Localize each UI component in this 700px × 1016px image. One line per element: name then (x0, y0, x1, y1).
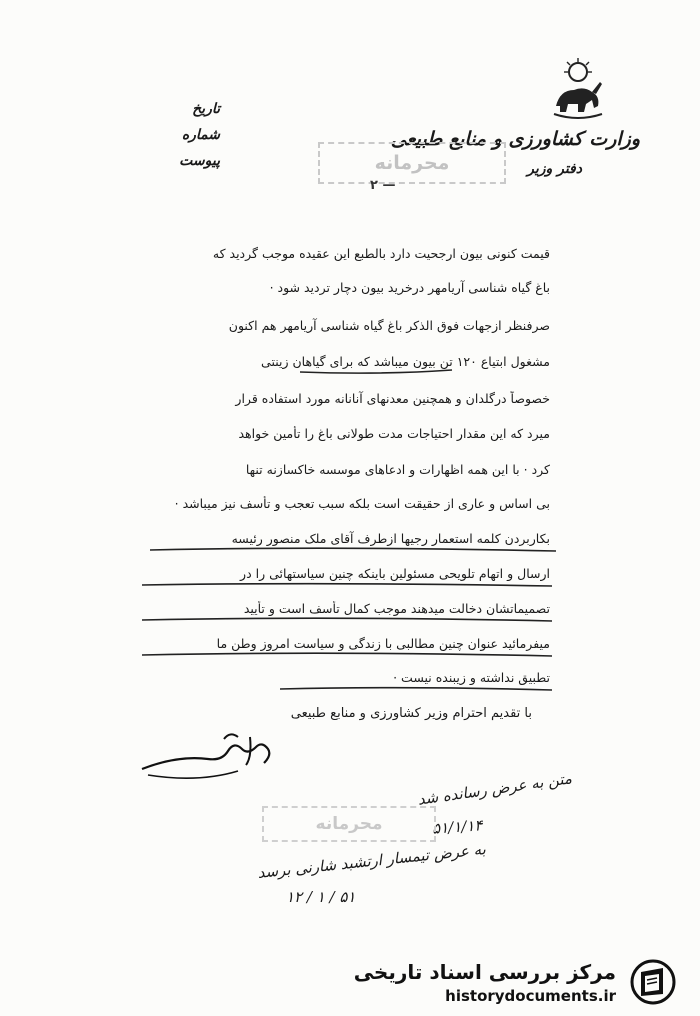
body-line: باغ گیاه شناسی آریامهر درخرید بیون دچار تردید شود · (269, 280, 550, 295)
body-line: خصوصاً درگلدان و همچنین معدنهای آنانانه مورد استفاده قرار (235, 391, 550, 406)
body-line: صرفنظر ازجهات فوق الذکر باغ گیاه شناسی آریامهر هم اکنون (228, 318, 550, 333)
body-line: کرد · با این همه اظهارات و ادعاهای موسسه خاکسازنه تنها (245, 462, 550, 477)
body-line: میفرمائید عنوان چنین مطالبی با زندگی و سیاست امروز وطن ما (216, 636, 550, 651)
body-line: تطبیق نداشته و زیبنده نیست · (393, 670, 550, 685)
handwritten-date: ۱۲ / ۱ / ۵۱ (286, 888, 356, 906)
body-line: بکاربردن کلمه استعمار رجیها ازطرف آقای ملک منصور رئیسه (231, 531, 550, 546)
body-line: ارسال و اتهام تلویحی مسئولین باینکه چنین سیاستهائی را در (240, 566, 550, 581)
confidential-stamp: محرمانه (262, 806, 436, 842)
signature-icon (138, 725, 288, 785)
body-line: تصمیماتشان دخالت میدهند موجب کمال تأسف است و تأیید (243, 601, 550, 616)
ministry-name: وزارت کشاورزی و منابع طبیعی (390, 128, 640, 150)
archive-logo-icon (629, 958, 677, 1006)
date-label: تاریخ (192, 101, 220, 117)
body-line: مشغول ابتیاع ۱۲۰ تن بیون میباشد که برای گیاهان زینتی (261, 354, 550, 369)
archive-title: مرکز بررسی اسناد تاریخی (353, 960, 616, 984)
handwritten-date: ۵۱/۱/۱۴ (431, 816, 483, 838)
office-name: دفتر وزیر (527, 161, 582, 177)
confidential-stamp: محرمانه (318, 142, 506, 184)
body-line: قیمت کنونی بیون ارجحیت دارد بالطبع این عقیده موجب گردید که (212, 246, 550, 261)
number-label: شماره (181, 127, 220, 143)
body-line: بی اساس و عاری از حقیقت است بلکه سبب تعجب و تأسف نیز میباشد · (174, 496, 550, 511)
handwritten-note: به عرض تیمسار ارتشبد شارنی برسد (256, 840, 487, 882)
closing-signature-title: با تقدیم احترام وزیر کشاورزی و منابع طبیعی (290, 706, 532, 721)
attachment-label: پیوست (179, 153, 220, 169)
handwritten-note: متن به عرض رسانده شد (416, 769, 573, 809)
stamp-number: ۲ — (370, 178, 396, 193)
body-line: میرد که این مقدار احتیاجات مدت طولانی باغ را تأمین خواهد (238, 426, 550, 441)
archive-website: historydocuments.ir (445, 987, 616, 1005)
